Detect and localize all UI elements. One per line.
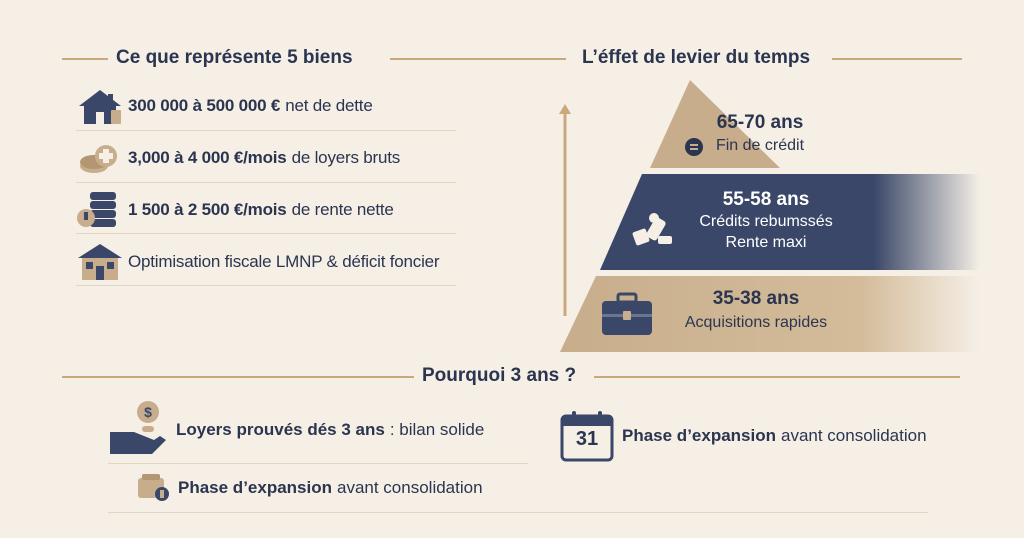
briefcase-icon — [600, 292, 654, 338]
divider — [108, 512, 928, 513]
level-top-age: 65-70 ans — [716, 112, 804, 133]
coin-stack-icon — [76, 190, 128, 230]
calendar-day: 31 — [575, 428, 599, 450]
bottom-section-title: Pourquoi 3 ans ? — [422, 365, 577, 386]
left-title-line-left — [62, 58, 108, 60]
level-bottom-desc: Acquisitions rapides — [684, 314, 828, 331]
level-middle-label — [666, 189, 866, 252]
benefit-item: 300 000 à 500 000 € net de dette — [76, 86, 373, 126]
bottom-title-line-left — [62, 376, 414, 378]
reason-item: Phase d’expansion avant consolidation — [136, 470, 483, 506]
benefit-item: 1 500 à 2 500 €/mois de rente nette — [76, 190, 394, 230]
divider — [76, 233, 456, 234]
right-section-title: L’éffet de levier du temps — [582, 47, 811, 68]
divider — [76, 285, 456, 286]
coins-icon — [76, 138, 128, 178]
right-title-line-right — [832, 58, 962, 60]
hand-coin-icon — [108, 398, 176, 462]
calendar-icon — [560, 410, 622, 462]
left-title-line-right — [390, 58, 566, 60]
bottom-title-line-right — [594, 376, 960, 378]
house-icon — [76, 86, 128, 126]
divider — [76, 130, 456, 131]
level-top-desc: Fin de crédit — [715, 137, 805, 154]
benefit-item: Optimisation fiscale LMNP & déficit foncier — [76, 242, 439, 282]
level-middle-age: 55-58 ans — [722, 189, 810, 210]
benefit-item: 3,000 à 4 000 €/mois de loyers bruts — [76, 138, 400, 178]
reason-item: $ Loyers prouvés dés 3 ans : bilan solide — [108, 398, 484, 462]
level-top-label — [700, 112, 820, 155]
wallet-icon — [136, 470, 178, 506]
reason-item: 31 Phase d’expansion avant consolidation — [560, 410, 927, 462]
level-bottom-label — [656, 288, 856, 332]
level-middle-desc2: Rente maxi — [725, 234, 807, 251]
level-middle-desc: Crédits rebumssés — [699, 213, 833, 230]
divider — [76, 182, 456, 183]
divider — [108, 463, 528, 464]
level-bottom-age: 35-38 ans — [712, 288, 800, 309]
left-section-title: Ce que représente 5 biens — [116, 47, 353, 68]
building-icon — [76, 242, 128, 282]
svg-text:$: $ — [144, 404, 152, 420]
